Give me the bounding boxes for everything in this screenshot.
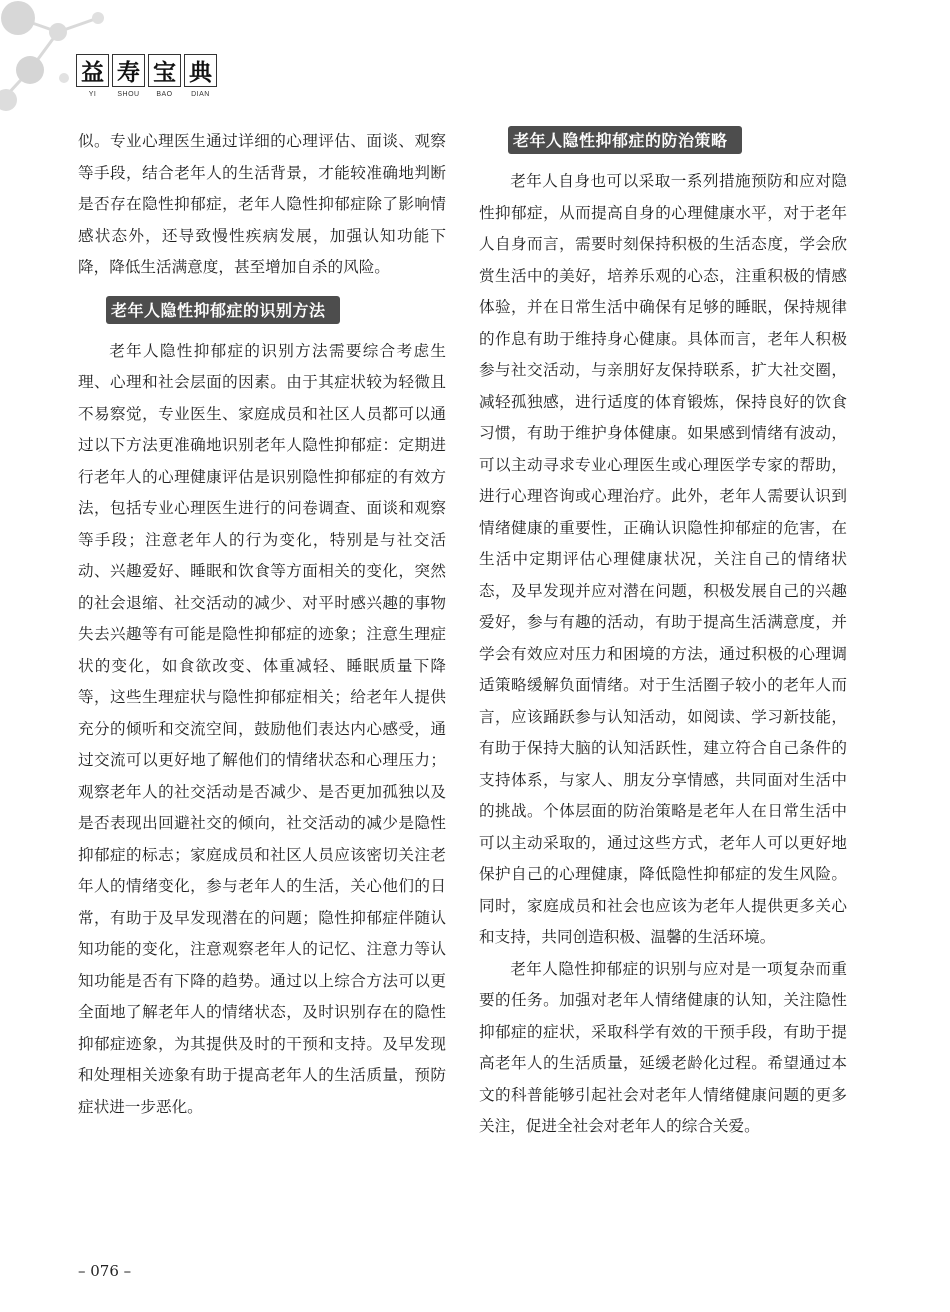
logo-pinyin: BAO [156,91,173,98]
right-paragraph-conclusion: 老年人隐性抑郁症的识别与应对是一项复杂而重要的任务。加强对老年人情绪健康的认知，关注隐性抑郁症的症状，采取科学有效的干预手段，有助于提高老年人的生活质量，延缓老龄化过程。希望通过本文的科普能够引起社会对老年人情绪健康问题的更多关注，促进全社会对老年人的综合关爱。 [479,959,847,1135]
logo-char: 益 [76,54,109,87]
molecule-circle [92,12,104,24]
section-heading-prevention: 老年人隐性抑郁症的防治策略 [508,126,742,154]
section-heading-identification: 老年人隐性抑郁症的识别方法 [106,296,340,324]
molecule-circle [49,23,67,41]
left-paragraph-continued: 似。专业心理医生通过详细的心理评估、面谈、观察等手段，结合老年人的生活背景，才能较准确地判断是否存在隐性抑郁症，老年人隐性抑郁症除了影响情感状态外，还导致慢性疾病发展，加强认知功能下降，降低生活满意度，甚至增加自杀的风险。 [78,132,446,276]
logo-char: 宝 [148,54,181,87]
logo-char: 典 [184,54,217,87]
logo-pinyin: DIAN [191,91,210,98]
molecule-circle [16,56,44,84]
right-paragraph-prevention: 老年人自身也可以采取一系列措施预防和应对隐性抑郁症，从而提高自身的心理健康水平，对于老年人自身而言，需要时刻保持积极的生活态度，学会欣赏生活中的美好，培养乐观的心态，注重积极的情感体验，并在日常生活中确保有足够的睡眠，保持规律的作息有助于维持身心健康。具体而言，老年人积极参与社交活动，与亲朋好友保持联系，扩大社交圈，减轻孤独感，进行适度的体育锻炼，保持良好的饮食习惯，有助于维护身体健康。如果感到情绪有波动，可以主动寻求专业心理医生或心理医学专家的帮助，进行心理咨询或心理治疗。此外，老年人需要认识到情绪健康的重要性，正确认识隐性抑郁症的危害，在生活中定期评估心理健康状况，关注自己的情绪状态，及早发现并应对潜在问题，积极发展自己的兴趣爱好，参与有趣的活动，有助于提高生活满意度，并学会有效应对压力和困境的方法，通过积极的心理调适策略缓解负面情绪。对于生活圈子较小的老年人而言，应该踊跃参与认知活动，如阅读、学习新技能，有助于保持大脑的认知活跃性，建立符合自己条件的支持体系，与家人、朋友分享情感，共同面对生活中的挑战。个体层面的防治策略是老年人在日常生活中可以主动采取的，通过这些方式，老年人可以更好地保护自己的心理健康，降低隐性抑郁症的发生风险。同时，家庭成员和社会也应该为老年人提供更多关心和支持，共同创造积极、温馨的生活环境。 [479,172,847,946]
molecule-circle [1,1,35,35]
magazine-logo [76,54,221,98]
logo-char: 寿 [112,54,145,87]
page-number: – 076 – [78,1262,132,1280]
left-paragraph-identification: 老年人隐性抑郁症的识别方法需要综合考虑生理、心理和社会层面的因素。由于其症状较为轻微且不易察觉，专业医生、家庭成员和社区人员都可以通过以下方法更准确地识别老年人隐性抑郁症：定期进行老年人的心理健康评估是识别隐性抑郁症的有效方法，包括专业心理医生进行的问卷调查、面谈和观察等手段；注意老年人的行为变化，特别是与社交活动、兴趣爱好、睡眠和饮食等方面相关的变化，突然的社会退缩、社交活动的减少、对平时感兴趣的事物失去兴趣等有可能是隐性抑郁症的迹象；注意生理症状的变化，如食欲改变、体重减轻、睡眠质量下降等，这些生理症状与隐性抑郁症相关；给老年人提供充分的倾听和交流空间，鼓励他们表达内心感受，通过交流可以更好地了解他们的情绪状态和心理压力；观察老年人的社交活动是否减少、是否更加孤独以及是否表现出回避社交的倾向，社交活动的减少是隐性抑郁症的标志；家庭成员和社区人员应该密切关注老年人的情绪变化，参与老年人的生活，关心他们的日常，有助于及早发现潜在的问题；隐性抑郁症伴随认知功能的变化，注意观察老年人的记忆、注意力等认知功能是否有下降的趋势。通过以上综合方法可以更全面地了解老年人的情绪状态，及时识别存在的隐性抑郁症迹象，为其提供及时的干预和支持。及早发现和处理相关迹象有助于提高老年人的生活质量，预防症状进一步恶化。 [78,341,446,1116]
logo-pinyin: YI [88,91,97,98]
left-column [78,126,446,1123]
molecule-circle [0,89,17,111]
right-column [479,126,847,1143]
logo-pinyin: SHOU [117,91,140,98]
molecule-circle [59,73,69,83]
